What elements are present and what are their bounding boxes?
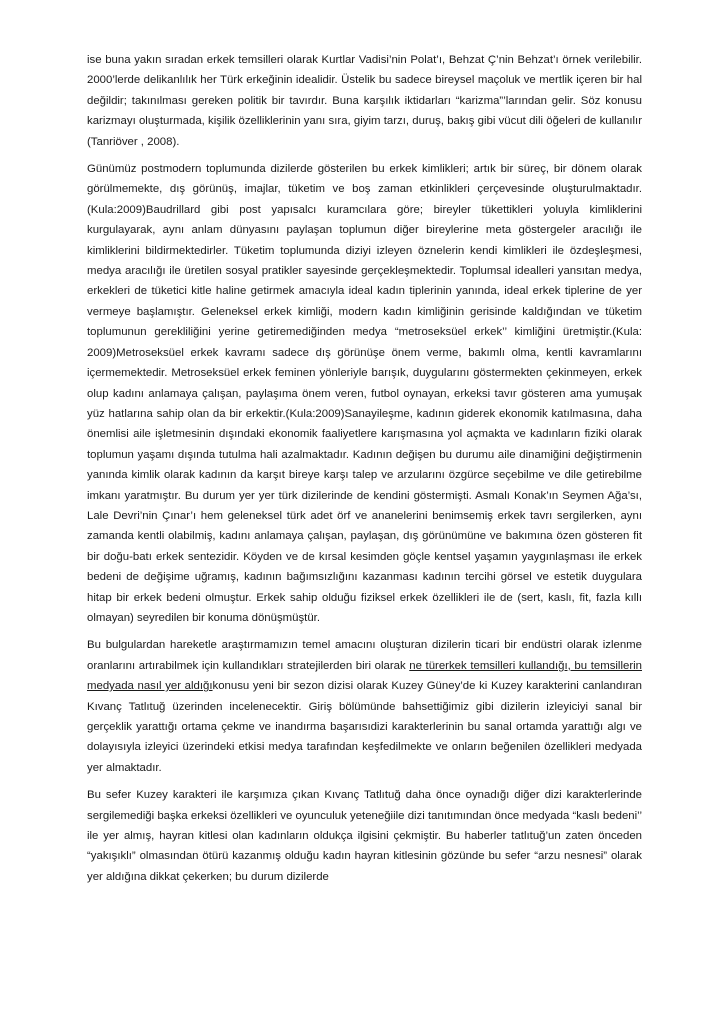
paragraph-text: konusu yeni bir sezon dizisi olarak Kuzey Güney’de ki Kuzey karakterini canlandıran Kıvanç Tatlıtuğ üzerinden incelenecektir. Giriş bölümünde bahsettiğimiz gibi dizilerin izleyiciyi sanal bir gerçeklik yarattığı ortama çekme ve inandırma başarısıdizi karakterlerinin bu sanal ortamda yarattığı algı ve dolayısıyla izleyici üzerindeki etkisi medya tarafından keşfedilmekte ve onların beğenilen özellikleri medyada yer almaktadır. (87, 680, 642, 774)
paragraph-4 (87, 785, 642, 887)
paragraph-2 (87, 159, 642, 628)
underlined-phrase: ne türerkek temsilleri kullandığı, bu temsillerin medyada nasıl yer aldığı (87, 659, 642, 693)
paragraph-3 (87, 635, 642, 778)
paragraph-text: Bu bulgulardan hareketle araştırmamızın temel amacını oluşturan dizilerin ticari bir endüstri olarak izlenme oranlarını artırabilmek için kullandıkları stratejilerden biri olarak (87, 639, 642, 672)
paragraph-text: Günümüz postmodern toplumunda dizilerde gösterilen bu erkek kimlikleri; artık bir süreç, bir dönem olarak görülmemekte, dış görünüş, imajlar, tüketim ve boş zaman etkinlikleri çerçevesinde oluşturulmaktadır.(Kula:2009)Baudrillard gibi post yapısalcı kuramcılara göre; bireyler tükettikleri yoluyla kimliklerini kurgulayarak, aynı anlam dünyasını paylaşan toplumun diğer bireylerine meta göstergeler aracılığı ile kimliklerini bildirmektedirler. Tüketim toplumunda diziyi izleyen öznelerin kendi kimlikleri ile özdeşleşmesi, medya aracılığı ile üretilen sosyal pratikler sayesinde gerçekleşmektedir. Toplumsal idealleri yansıtan medya, erkekleri de tüketici kitle haline getirmek amacıyla ideal kadın tiplerinin yanında, ideal erkek tiplerine de yer vermeye başlamıştır. Geleneksel erkek kimliği, modern kadın kimliğinin gerisinde kaldığından ve tüketim toplumunun gerekliliğini yerine getiremediğinden medya “metroseksüel erkek’’ kimliğini üretmiştir.(Kula: 2009)Metroseksüel erkek kavramı sadece dış görünüşe önem verme, bakımlı olma, kentli kavramlarını içermemektedir. Metroseksüel erkek feminen yönleriyle barışık, duygularını göstermekten çekinmeyen, erkek olup kadını anlamaya çalışan, paylaşıma önem veren, futbol oynayan, erkeksi tavır gösteren ama yumuşak yüz hatlarına sahip olan da bir erkektir.(Kula:2009)Sanayileşme, kadının giderek ekonomik katılmasına, daha önemlisi aile işletmesinin dışındaki ekonomik faaliyetlere karışmasına yol açmakta ve kadınların fiziki olarak toplumun yaşamı dışında tutulma hali azalmaktadır. Kadının değişen bu durumu aile dinamiğini değiştirmenin yanında kimlik olarak kadının da karşıt bireye karşı talep ve arzularını özgürce seçebilme ve dile getirebilme imkanı yaratmıştır. Bu durum yer yer türk dizilerinde de kendini göstermişti. Asmalı Konak’ın Seymen Ağa’sı, Lale Devri’nin Çınar’ı hem geleneksel türk adet örf ve ananelerini benimsemiş erkek tavrı sergilerken, aynı zamanda kentli olabilmiş, kadını anlamaya çalışan, paylaşan, dış görünümüne ve bakımına özen gösteren fit bir doğu-batı erkek sentezidir. Köyden ve de kırsal kesimden göçle kentsel yaşamın yaygınlaşması ile erkek bedeni de değişime uğramış, kadının bağımsızlığını kazanması kadının tercihi görsel ve estetik duygulara hitap bir erkek bedeni olmuştur. Erkek sahip olduğu fiziksel erkek özellikleri ile de (sert, kaslı, fit, fazla kıllı olmayan) seyredilen bir konuma dönüşmüştür. (87, 163, 642, 624)
paragraph-1 (87, 50, 642, 152)
paragraph-text: Bu sefer Kuzey karakteri ile karşımıza çıkan Kıvanç Tatlıtuğ daha önce oynadığı diğer dizi karakterlerinde sergilemediği başka erkeksi özellikleri ve oyunculuk yeteneğiile dizi tanıtımından önce medyada “kaslı bedeni’’ ile yer almış, hayran kitlesi olan kadınların oldukça ilgisini çekmiştir. Bu haberler tatlıtuğ’un zaten önceden “yakışıklı” olmasından ötürü kazanmış olduğu kadın hayran kitlesinin gözünde bu sefer “arzu nesnesi” olarak yer aldığına dikkat çekerken; bu durum dizilerde (87, 789, 642, 883)
paragraph-text: ise buna yakın sıradan erkek temsilleri olarak Kurtlar Vadisi’nin Polat’ı, Behzat Ç’nin Behzat’ı örnek verilebilir. 2000’lerde delikanlılık her Türk erkeğinin idealidir. Üstelik bu sadece bireysel maçoluk ve mertlik içeren bir hal değildir; takınılması gereken politik bir tavırdır. Buna karşılık iktidarları “karizma”’larından gelir. Söz konusu karizmayı oluşturmada, kişilik özelliklerinin yanı sıra, giyim tarzı, duruş, bakış gibi vücut dili öğeleri de kullanılır (Tanriöver , 2008). (87, 54, 642, 148)
body-text (87, 50, 642, 894)
